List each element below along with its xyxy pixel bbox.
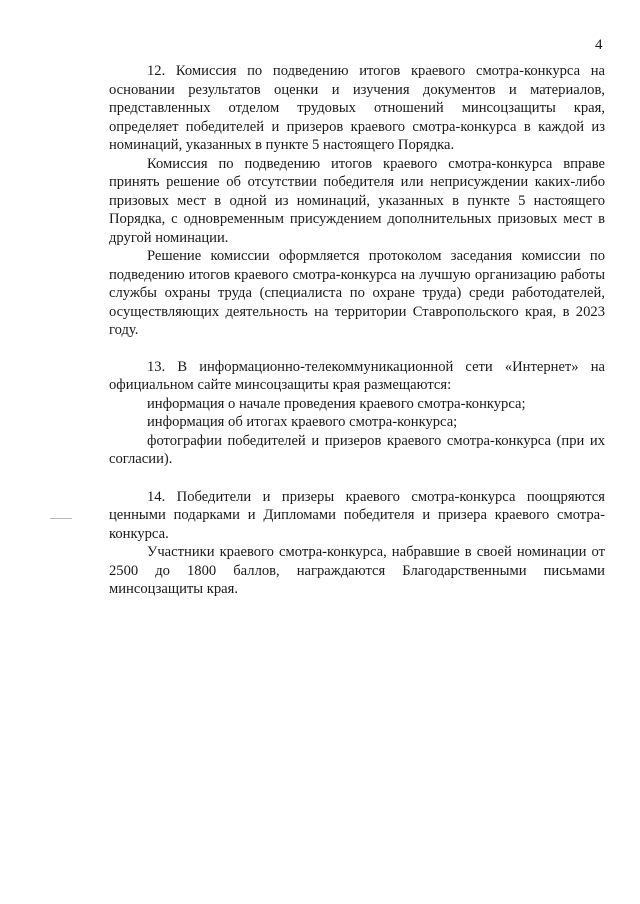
document-body xyxy=(109,62,605,599)
paragraph: 12. Комиссия по подведению итогов краевого смотра-конкурса на основании результатов оценки и изучения документов и материалов, представленных отделом трудовых отношений минсоцзащиты края, определяет победителей и призеров краевого смотра-конкурса в каждой из номинаций, указанных в пункте 5 настоящего Порядка. xyxy=(109,63,605,153)
section-item-14 xyxy=(109,488,605,599)
page-number: 4 xyxy=(595,37,603,53)
paragraph: Участники краевого смотра-конкурса, набравшие в своей номинации от 2500 до 1800 баллов, награждаются Благодарственными письмами минсоцзащиты края. xyxy=(109,544,605,597)
list-item: информация об итогах краевого смотра-конкурса; xyxy=(147,414,458,430)
list-item: информация о начале проведения краевого смотра-конкурса; xyxy=(147,395,526,412)
scan-margin-mark xyxy=(50,518,72,519)
section-item-12 xyxy=(109,62,605,340)
list-item: фотографии победителей и призеров краевого смотра-конкурса (при их согласии). xyxy=(109,432,605,467)
paragraph: 14. Победители и призеры краевого смотра-конкурса поощряются ценными подарками и Дипломами победителя и призера краевого смотра-конкурса. xyxy=(109,488,605,542)
section-spacer xyxy=(109,340,605,358)
paragraph: Комиссия по подведению итогов краевого смотра-конкурса вправе принять решение об отсутствии победителя или неприсуждении каких-либо призовых мест в одной из номинаций, указанных в пункте 5 настоящего Порядка, с одновременным присуждением дополнительных призовых мест в другой номинации. xyxy=(109,155,605,246)
section-spacer xyxy=(109,469,605,488)
paragraph: Решение комиссии оформляется протоколом заседания комиссии по подведению итогов краевого смотра-конкурса на лучшую организацию работы службы охраны труда (специалиста по охране труда) среди работодателей, осуществляющих деятельность на территории Ставропольского края, в 2023 году. xyxy=(109,248,605,338)
section-item-13 xyxy=(109,358,605,469)
paragraph: 13. В информационно-телекоммуникационной сети «Интернет» на официальном сайте минсоцзащиты края размещаются: xyxy=(109,358,605,393)
